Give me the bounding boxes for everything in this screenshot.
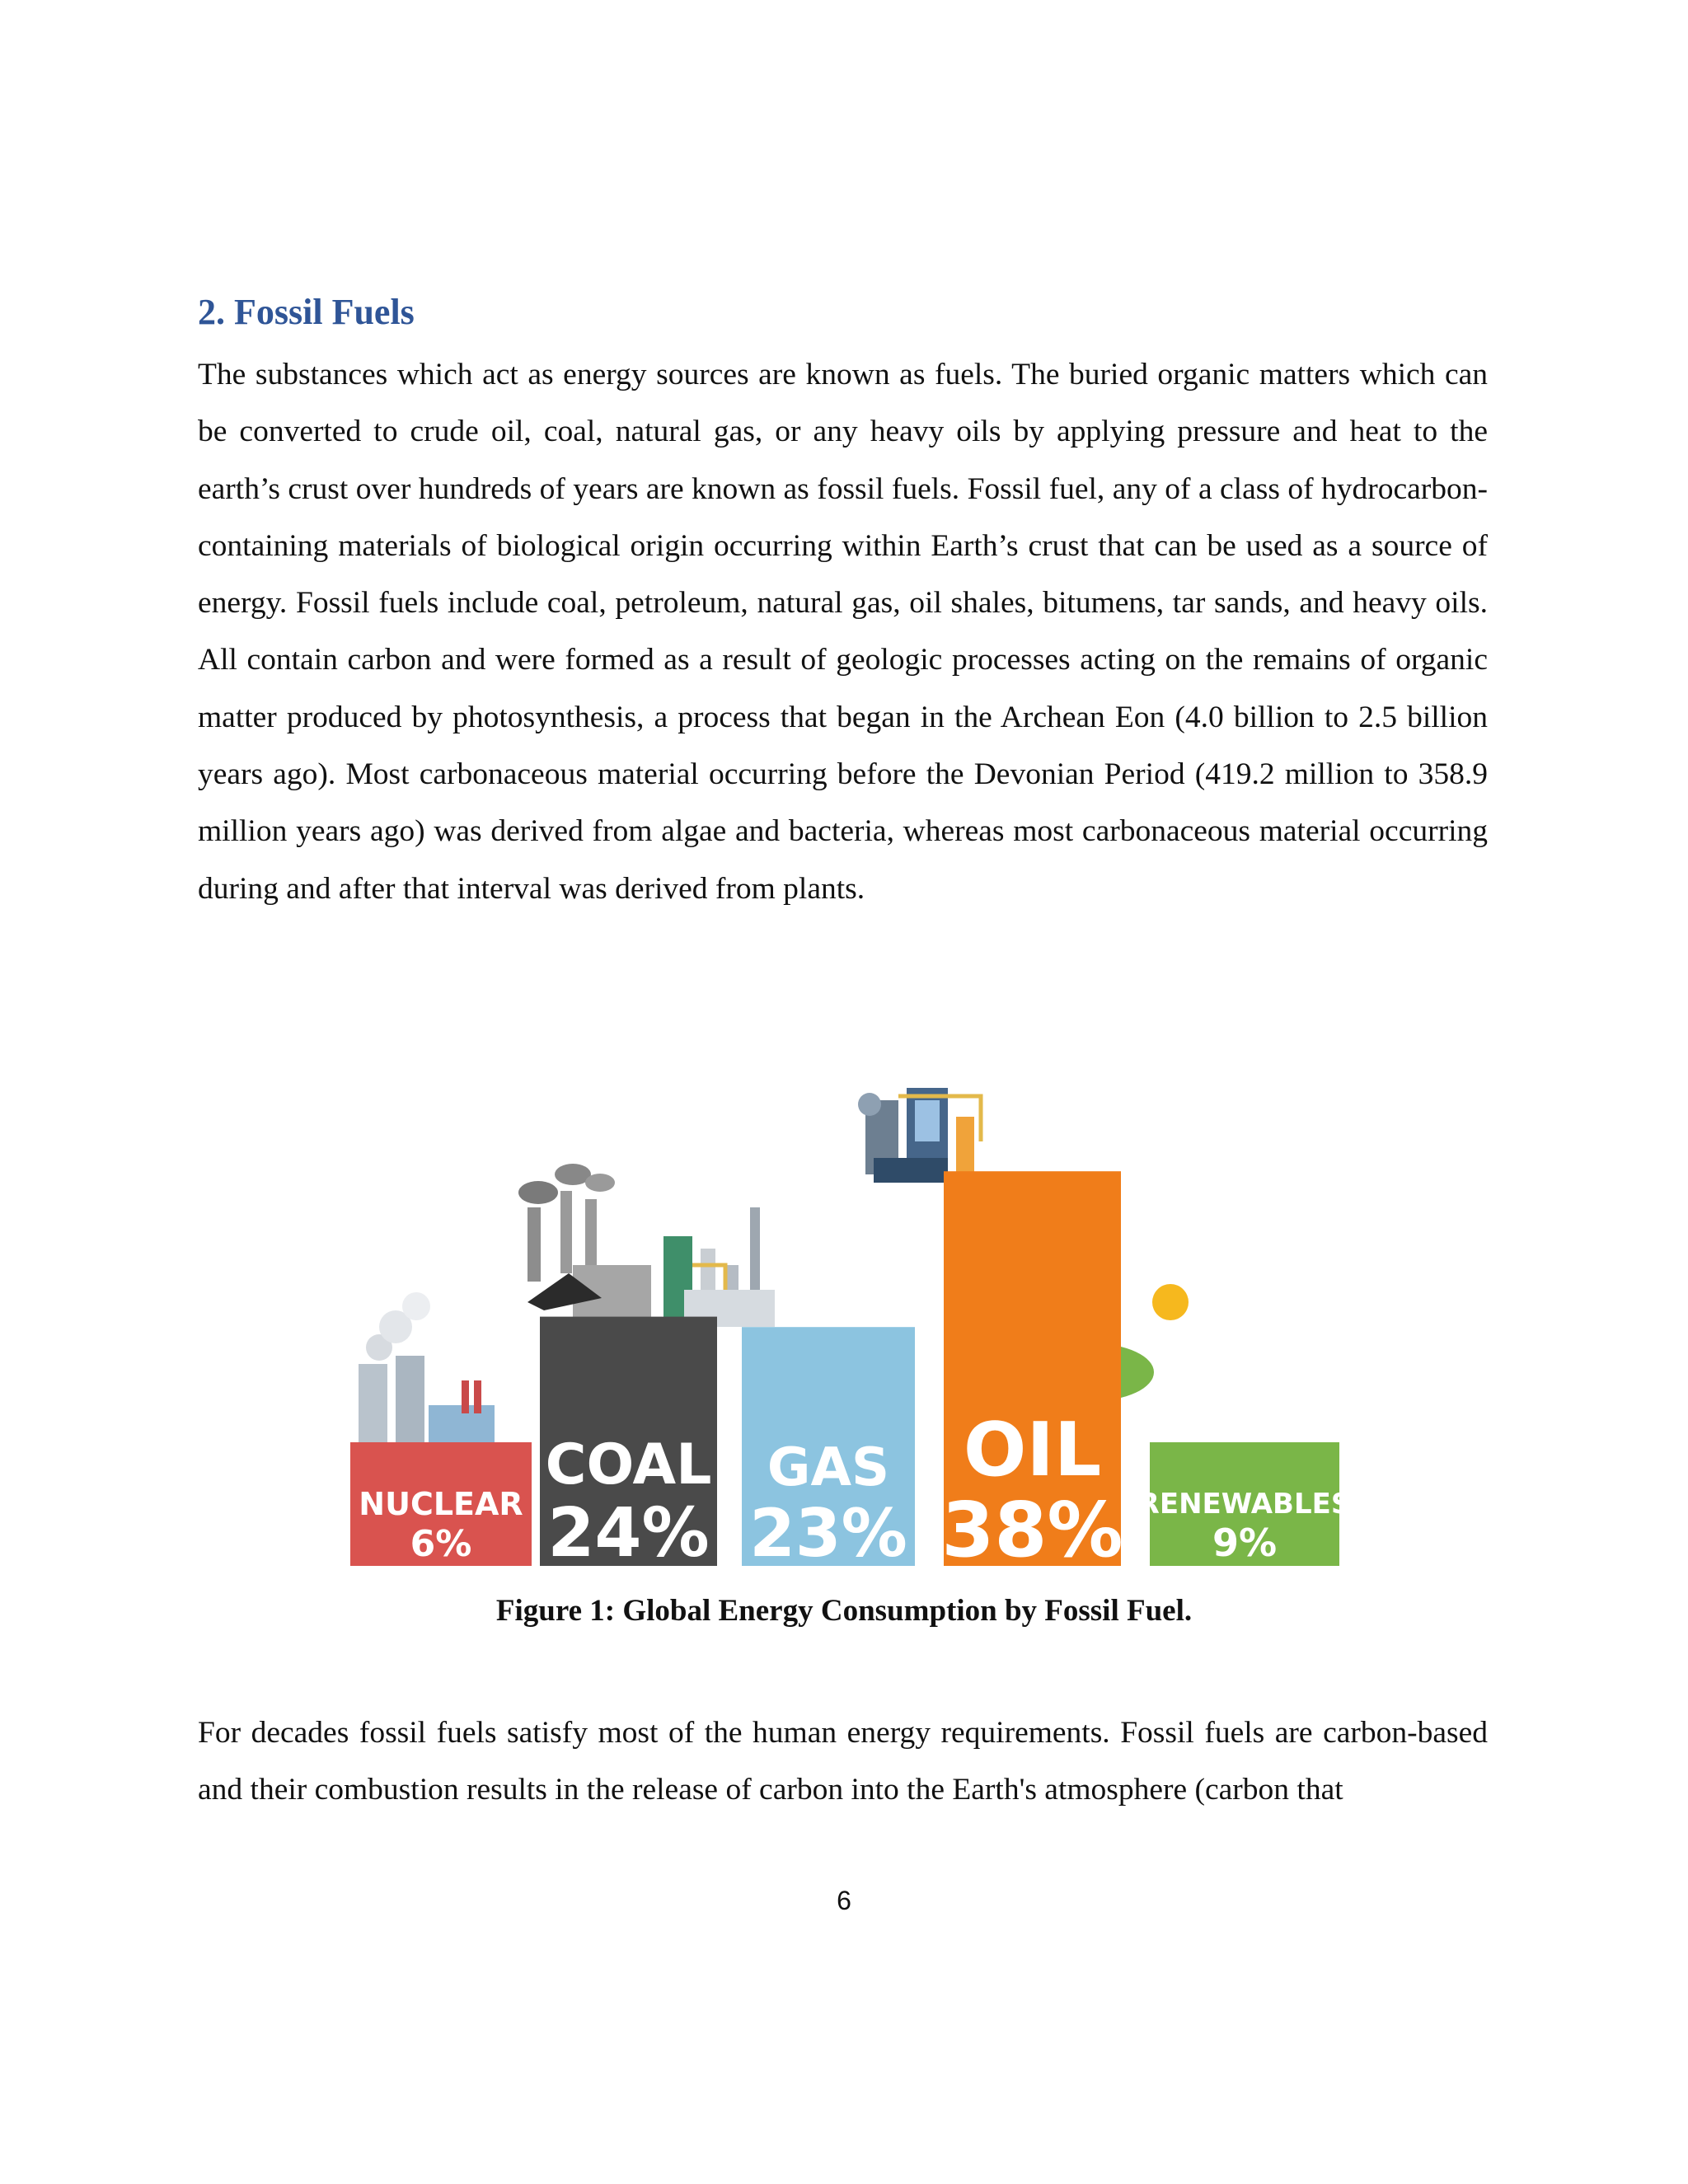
figure-caption: Figure 1: Global Energy Consumption by Fossil Fuel. — [495, 1594, 1193, 1628]
bar-value-label: 9% — [1212, 1521, 1278, 1565]
coal-plant-illustration — [518, 1164, 651, 1323]
bar-category-label: COAL — [545, 1432, 712, 1497]
gas-plant-illustration — [663, 1207, 775, 1327]
page-number: 6 — [837, 1886, 851, 1915]
bar-value-label: 38% — [941, 1486, 1123, 1574]
bar-value-label: 23% — [749, 1495, 907, 1572]
bars-layer — [350, 1171, 1351, 1574]
section-heading: 2. Fossil Fuels — [198, 292, 415, 332]
nuclear-plant-illustration — [359, 1292, 495, 1451]
energy-infographic — [338, 1018, 1360, 1586]
bar-value-label: 24% — [547, 1494, 710, 1572]
bar-category-label: RENEWABLES — [1137, 1488, 1352, 1521]
energy-chart — [338, 1018, 1360, 1586]
bar-value-label: 6% — [410, 1523, 472, 1565]
intro-paragraph: The substances which act as energy sources are known as fuels. The buried organic matters which can be converted to crude oil, coal, natural gas, or any heavy oils by applying pressure and heat to the earth’s crust over hundreds of years are known as fossil fuels. Fossil fuel, any of a class of hydrocarbon-containing materials of biological origin occurring within Earth’s crust that can be used as a source of energy. Fossil fuels include coal, petroleum, natural gas, oil shales, bitumens, tar sands, and heavy oils. All contain carbon and were formed as a result of geologic processes acting on the remains of organic matter produced by photosynthesis, a process that began in the Archean Eon (4.0 billion to 2.5 billion years ago). Most carbonaceous material occurring before the Devonian Period (419.2 million to 358.9 million years ago) was derived from algae and bacteria, whereas most carbonaceous material occurring during and after that interval was derived from plants. — [198, 358, 1488, 906]
continuation-paragraph: For decades fossil fuels satisfy most of the human energy requirements. Fossil fuels are carbon-based and their combustion results in the release of carbon into the Earth's atmosphere (carbon that — [198, 1716, 1488, 1807]
bar-category-label: OIL — [963, 1407, 1102, 1493]
bar-category-label: NUCLEAR — [359, 1486, 523, 1522]
bar-category-label: GAS — [767, 1437, 890, 1498]
oil-refinery-illustration — [858, 1088, 981, 1183]
